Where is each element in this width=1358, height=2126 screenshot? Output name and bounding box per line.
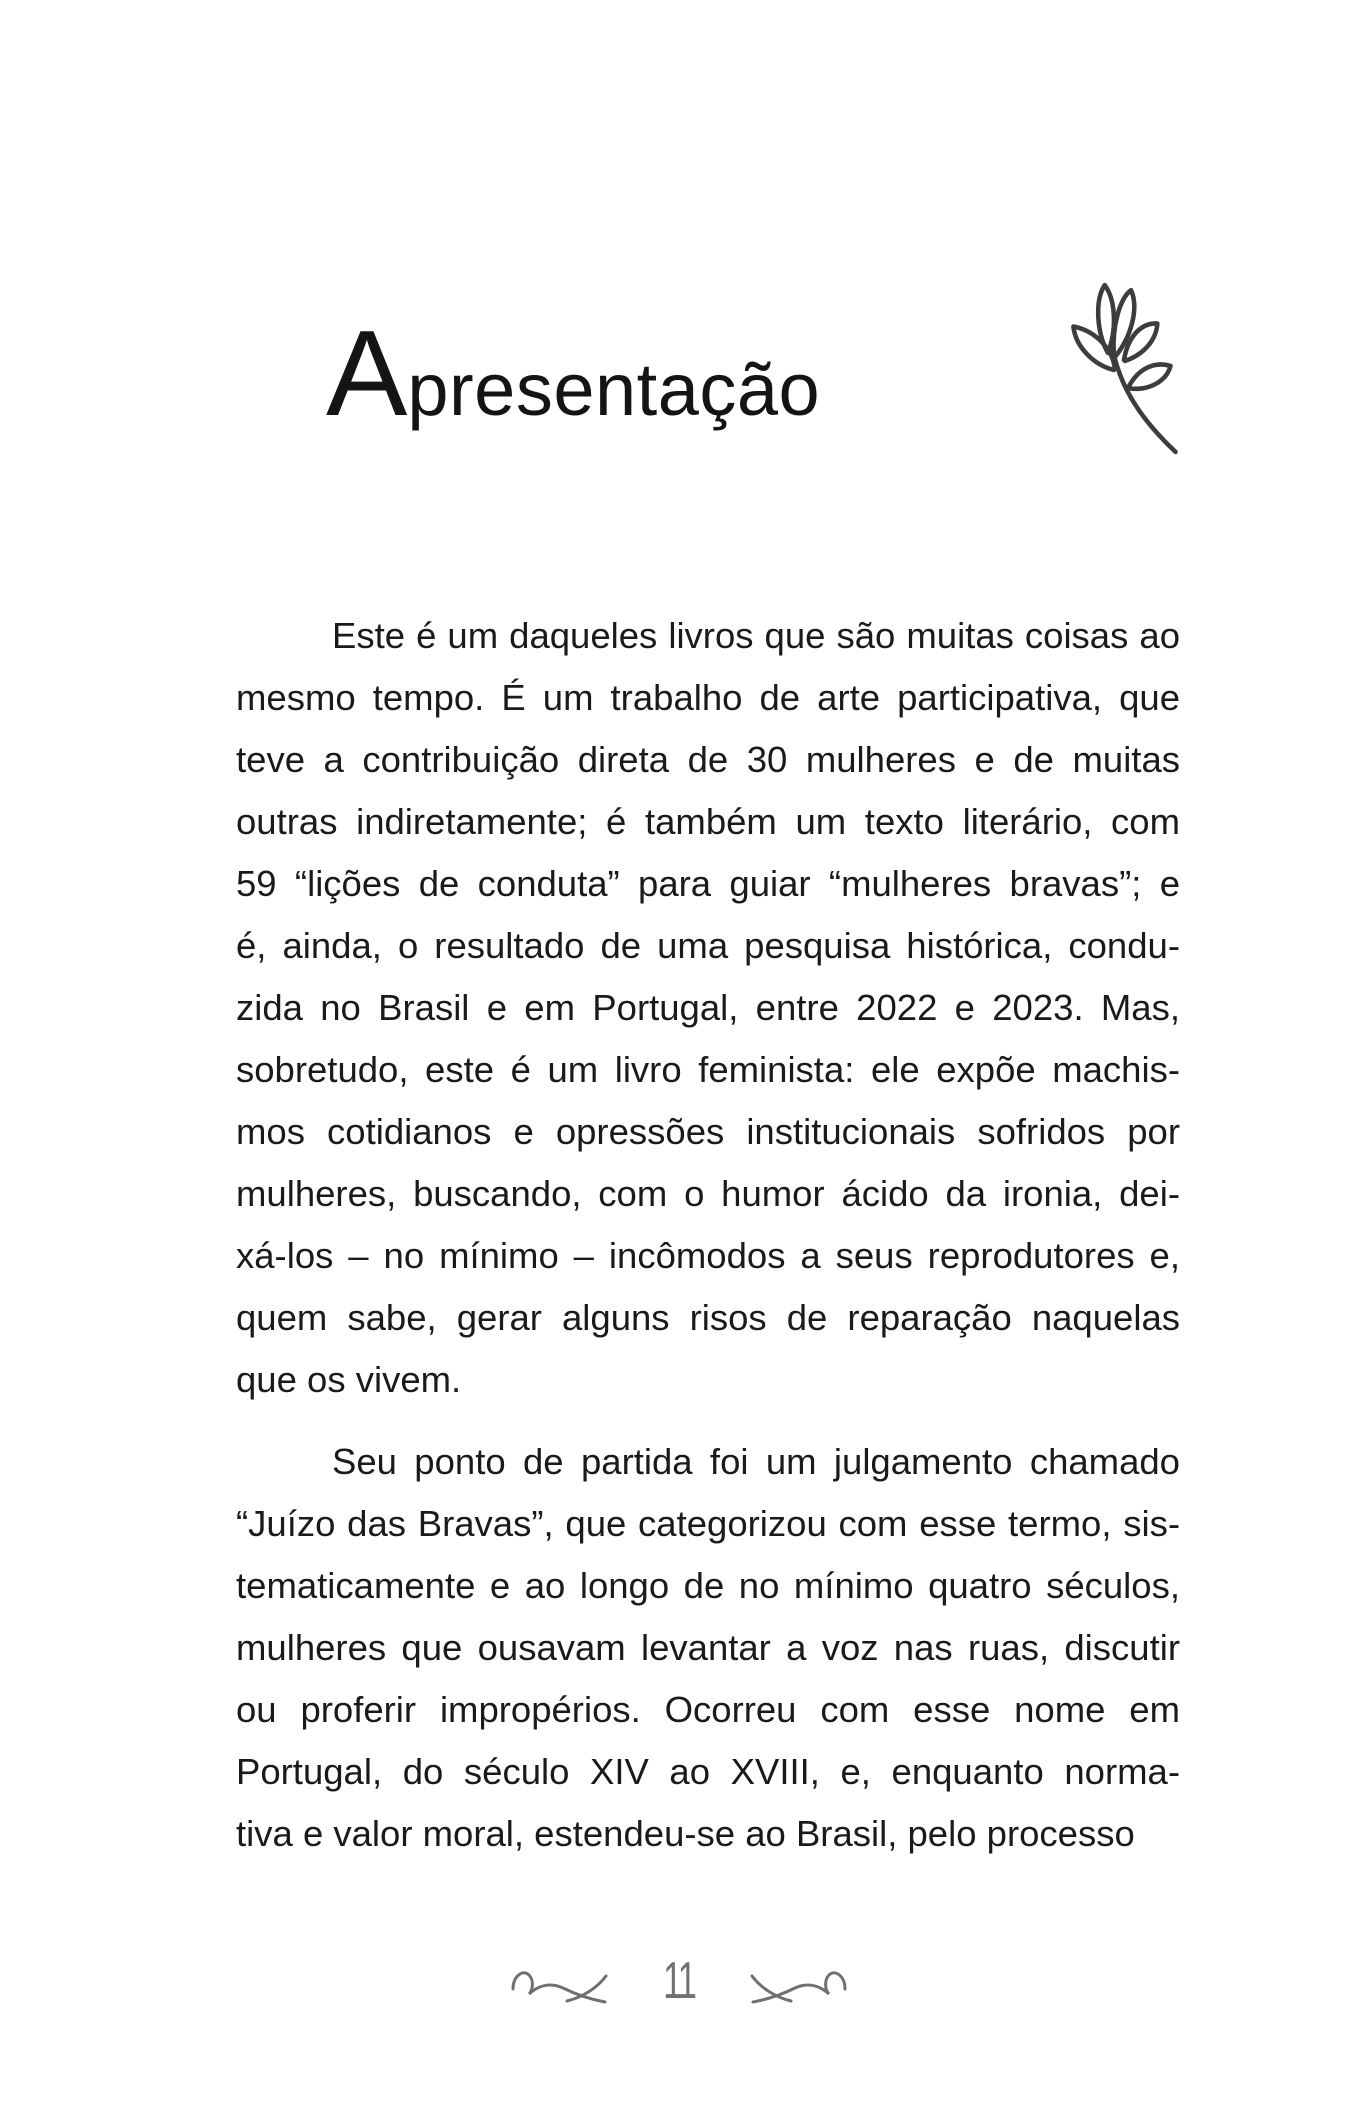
text-line: xá-los – no mínimo – incômodos a seus reprodutores e,	[236, 1235, 1180, 1276]
flourish-left-icon	[509, 1959, 621, 2005]
text-line: mulheres que ousavam levantar a voz nas ruas, discutir	[236, 1627, 1180, 1668]
text-line: “Juízo das Bravas”, que categorizou com esse termo, sis-	[236, 1503, 1180, 1544]
text-line: quem sabe, gerar alguns risos de reparação naquelas	[236, 1297, 1180, 1338]
flourish-right-icon	[737, 1959, 849, 2005]
body-text	[236, 605, 1180, 1865]
text-line: zida no Brasil e em Portugal, entre 2022 e 2023. Mas,	[236, 987, 1180, 1028]
text-line: é, ainda, o resultado de uma pesquisa histórica, condu-	[236, 925, 1180, 966]
text-line: ou proferir impropérios. Ocorreu com esse nome em	[236, 1689, 1180, 1730]
text-line: teve a contribuição direta de 30 mulheres e de muitas	[236, 739, 1180, 780]
text-line: Portugal, do século XIV ao XVIII, e, enquanto norma-	[236, 1751, 1180, 1792]
page-number: 11	[663, 1952, 695, 2011]
text-line: mos cotidianos e opressões institucionais sofridos por	[236, 1111, 1180, 1152]
text-line: mesmo tempo. É um trabalho de arte participativa, que	[236, 677, 1180, 718]
text-line: mulheres, buscando, com o humor ácido da ironia, dei-	[236, 1173, 1180, 1214]
paragraph	[236, 605, 1180, 1411]
paragraph	[236, 1431, 1180, 1865]
title-initial-letter: A	[326, 305, 408, 441]
text-line: tiva e valor moral, estendeu-se ao Brasil, pelo processo	[236, 1813, 1135, 1854]
text-line: Seu ponto de partida foi um julgamento chamado	[332, 1441, 1180, 1482]
page-footer	[0, 1952, 1358, 2011]
text-line: Este é um daqueles livros que são muitas coisas ao	[332, 615, 1180, 656]
text-line: que os vivem.	[236, 1359, 462, 1400]
text-line: tematicamente e ao longo de no mínimo quatro séculos,	[236, 1565, 1180, 1606]
leaf-sprig-icon	[1070, 280, 1184, 460]
text-line: 59 “lições de conduta” para guiar “mulheres bravas”; e	[236, 863, 1180, 904]
title-rest: presentação	[407, 348, 821, 431]
page-title	[326, 305, 821, 441]
text-line: outras indiretamente; é também um texto literário, com	[236, 801, 1180, 842]
text-line: sobretudo, este é um livro feminista: ele expõe machis-	[236, 1049, 1180, 1090]
